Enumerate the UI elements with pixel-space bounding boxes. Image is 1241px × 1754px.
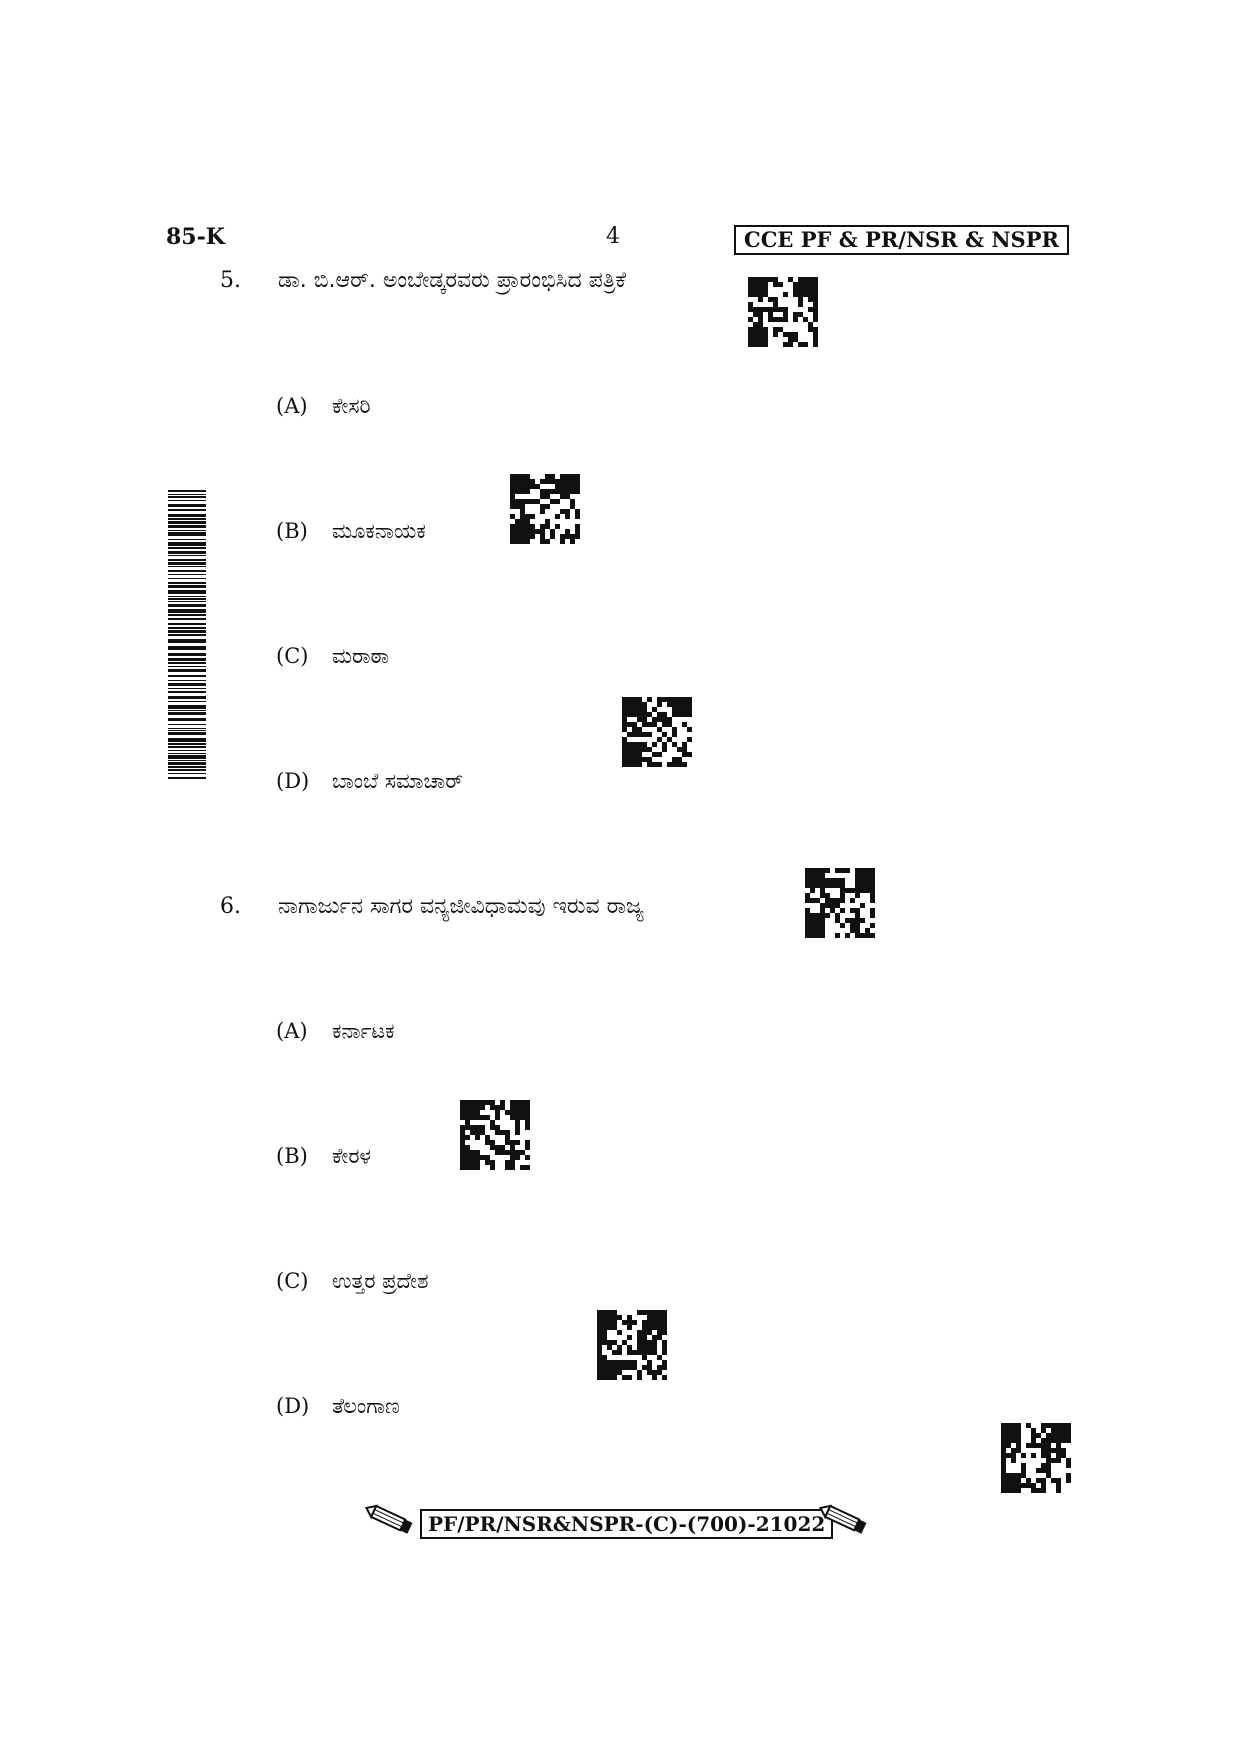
option-text: ಕರ್ನಾಟಕ	[332, 1019, 395, 1043]
question-text: ನಾಗಾರ್ಜುನ ಸಾಗರ ವನ್ಯಜೀವಿಧಾಮವು ಇರುವ ರಾಜ್ಯ	[278, 894, 644, 919]
pencil-icon	[818, 1502, 870, 1536]
qr-code-icon	[510, 474, 580, 544]
option-label: (A)	[276, 394, 308, 418]
question-number: 5.	[220, 268, 241, 293]
option-text: ಮೂಕನಾಯಕ	[332, 519, 426, 543]
option-text: ಉತ್ತರ ಪ್ರದೇಶ	[332, 1269, 429, 1293]
option-label: (B)	[276, 519, 308, 543]
question-number: 6.	[220, 894, 241, 919]
qr-code-icon	[597, 1310, 667, 1380]
barcode-icon	[168, 490, 206, 782]
option-text: ತೆಲಂಗಾಣ	[332, 1394, 400, 1418]
qr-code-icon	[1001, 1423, 1071, 1493]
option-label: (D)	[276, 769, 310, 793]
exam-title-box: CCE PF & PR/NSR & NSPR	[734, 225, 1069, 255]
option-text: ಕೇಸರಿ	[332, 394, 371, 418]
option-text: ಮರಾಠಾ	[332, 644, 390, 668]
qr-code-icon	[805, 868, 875, 938]
qr-code-icon	[460, 1100, 530, 1170]
page-number: 4	[606, 224, 620, 249]
option-label: (C)	[276, 1269, 309, 1293]
option-label: (A)	[276, 1019, 308, 1043]
pencil-icon	[364, 1502, 416, 1536]
option-label: (D)	[276, 1394, 310, 1418]
paper-code: 85-K	[166, 224, 225, 250]
footer-code-box: PF/PR/NSR&NSPR-(C)-(700)-21022	[420, 1509, 833, 1539]
question-text: ಡಾ. ಬಿ.ಆರ್. ಅಂಬೇಡ್ಕರವರು ಪ್ರಾರಂಭಿಸಿದ ಪತ್ರಿಕೆ	[278, 268, 627, 293]
option-label: (B)	[276, 1144, 308, 1168]
option-text: ಬಾಂಬೆ ಸಮಾಚಾರ್	[332, 769, 464, 793]
option-text: ಕೇರಳ	[332, 1144, 371, 1168]
qr-code-icon	[622, 697, 692, 767]
qr-code-icon	[748, 277, 818, 347]
option-label: (C)	[276, 644, 309, 668]
